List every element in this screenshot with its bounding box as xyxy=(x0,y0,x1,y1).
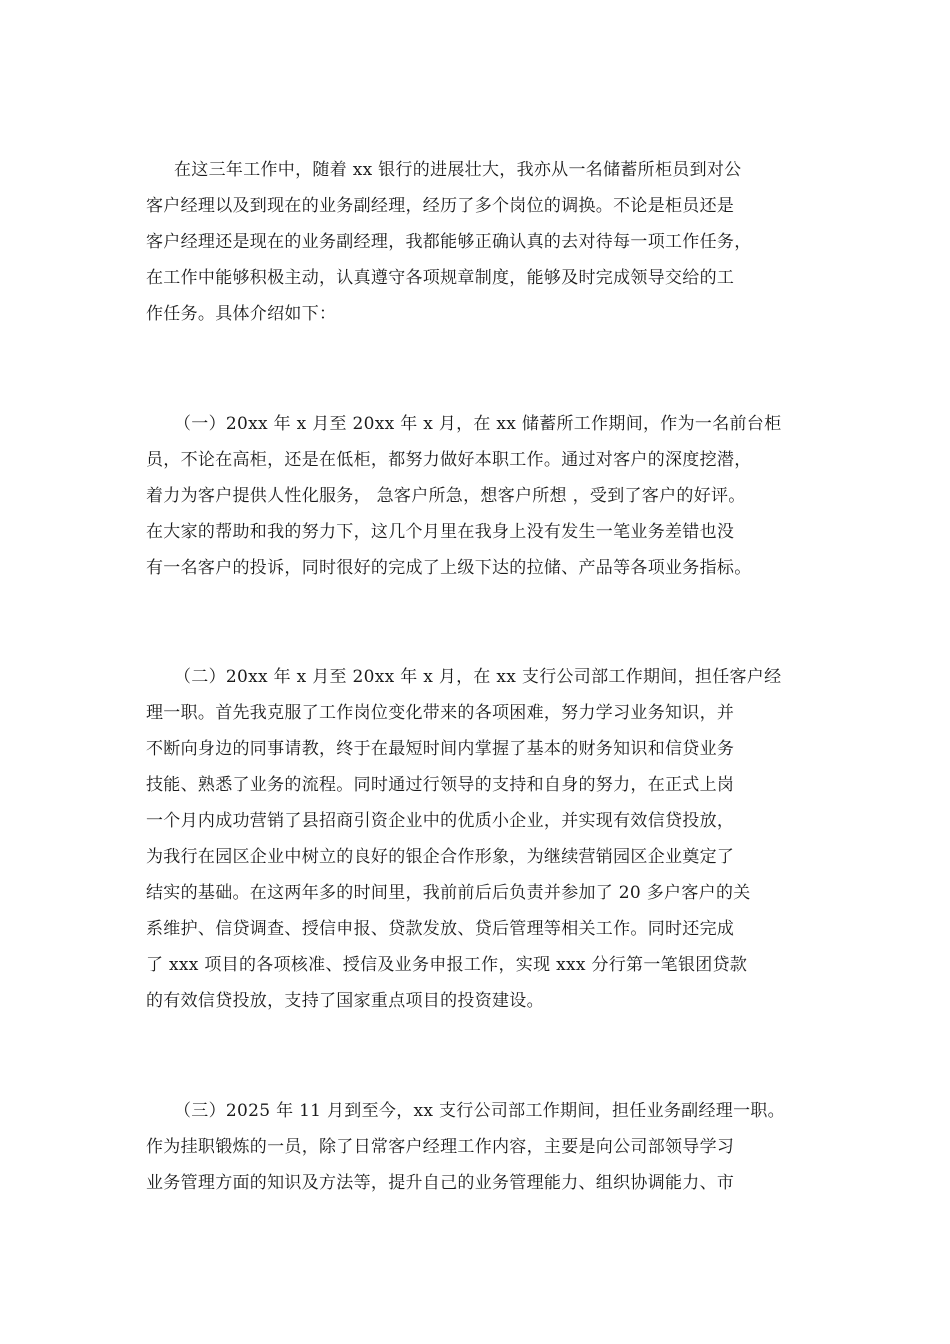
text-line: （三）2025 年 11 月到至今，xx 支行公司部工作期间，担任业务副经理一职。 xyxy=(174,1101,785,1121)
paragraph-section-three xyxy=(146,1093,811,1201)
text-line: 有一名客户的投诉，同时很好的完成了上级下达的拉储、产品等各项业务指标。 xyxy=(146,558,752,578)
paragraph-intro xyxy=(146,152,811,332)
paragraph-section-two xyxy=(146,659,811,1019)
text-line: 客户经理还是现在的业务副经理，我都能够正确认真的去对待每一项工作任务， xyxy=(146,232,752,252)
text-line: 了 xxx 项目的各项核准、授信及业务申报工作，实现 xxx 分行第一笔银团贷款 xyxy=(146,955,748,975)
text-line: （二）20xx 年 x 月至 20xx 年 x 月，在 xx 支行公司部工作期间，担任客户经 xyxy=(174,667,782,687)
text-line: 为我行在园区企业中树立的良好的银企合作形象，为继续营销园区企业奠定了 xyxy=(146,847,735,867)
paragraph-section-one xyxy=(146,406,811,586)
text-line: 理一职。首先我克服了工作岗位变化带来的各项困难，努力学习业务知识，并 xyxy=(146,703,735,723)
text-line: 在工作中能够积极主动，认真遵守各项规章制度，能够及时完成领导交给的工 xyxy=(146,268,735,288)
text-line: 在大家的帮助和我的努力下，这几个月里在我身上没有发生一笔业务差错也没 xyxy=(146,522,735,542)
text-line: 的有效信贷投放，支持了国家重点项目的投资建设。 xyxy=(146,991,544,1011)
text-line: 在这三年工作中，随着 xx 银行的进展壮大，我亦从一名储蓄所柜员到对公 xyxy=(174,160,742,180)
text-line: 客户经理以及到现在的业务副经理，经历了多个岗位的调换。不论是柜员还是 xyxy=(146,196,735,216)
text-line: 技能、熟悉了业务的流程。同时通过行领导的支持和自身的努力，在正式上岗 xyxy=(146,775,735,795)
text-line: 作任务。具体介绍如下： xyxy=(146,304,337,324)
text-line: 一个月内成功营销了县招商引资企业中的优质小企业，并实现有效信贷投放， xyxy=(146,811,735,831)
text-line: 着力为客户提供人性化服务， 急客户所急，想客户所想 ，受到了客户的好评。 xyxy=(146,486,746,506)
text-line: 不断向身边的同事请教，终于在最短时间内掌握了基本的财务知识和信贷业务 xyxy=(146,739,735,759)
text-line: 结实的基础。在这两年多的时间里，我前前后后负责并参加了 20 多户客户的关 xyxy=(146,883,751,903)
text-line: 业务管理方面的知识及方法等，提升自己的业务管理能力、组织协调能力、市 xyxy=(146,1173,735,1193)
text-line: 系维护、信贷调查、授信申报、贷款发放、贷后管理等相关工作。同时还完成 xyxy=(146,919,735,939)
text-line: 作为挂职锻炼的一员，除了日常客户经理工作内容，主要是向公司部领导学习 xyxy=(146,1137,735,1157)
text-line: 员，不论在高柜，还是在低柜，都努力做好本职工作。通过对客户的深度挖潜， xyxy=(146,450,752,470)
text-line: （一）20xx 年 x 月至 20xx 年 x 月，在 xx 储蓄所工作期间，作为一名前台柜 xyxy=(174,414,782,434)
